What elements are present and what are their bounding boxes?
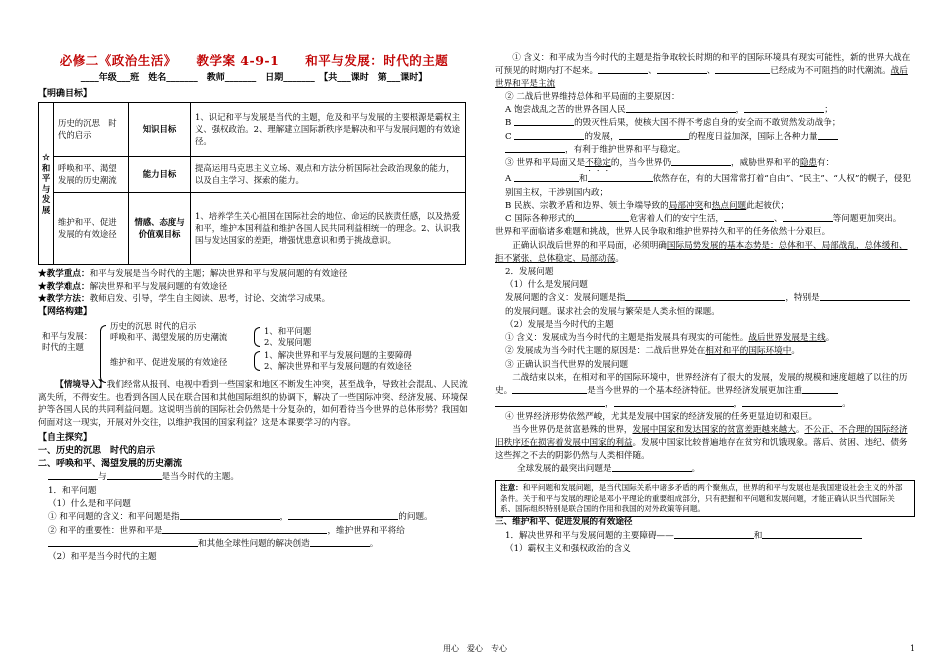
subsection-heading: （2）和平是当今时代的主题: [48, 552, 157, 563]
text-line: 世界和平面临诸多难题和挑战，世界人民争取和维护世界持久和平的任务依然十分艰巨。: [495, 227, 831, 238]
text-paragraph: 正确认识战后世界的和平局面，必须明确国际局势发展的基本态势是：总体和平、局部战乱，总体缓和、拒不紧张，总体稳定、局部动荡。: [495, 240, 908, 264]
key-point-line: ★教学重点：和平与发展是当今时代的主题；解决世界和平与发展问题的有效途径: [38, 269, 348, 280]
fill-line: 和其他全球性问题的解决创造 。: [38, 538, 470, 551]
explore-heading: 【自主探究】: [38, 433, 93, 444]
network-brace: [254, 327, 260, 347]
subsection-heading: （1）什么是和平问题: [48, 498, 131, 509]
network-subitem: 2、发展问题: [264, 336, 312, 347]
key-point-line: ★教学方法：教师启发、引导，学生自主阅读、思考，讨论、交流学习成果。: [38, 294, 331, 305]
fill-paragraph: 二战结束以来，在相对和平的国际环境中，世界经济有了很大的发展，发展的规模和速度超越了以往的历史。 是当今世界的一个基本经济特征。世界经济发展更加注重: [495, 373, 908, 396]
subsection-heading: （2）发展是当今时代的主题: [505, 319, 614, 330]
text-paragraph: 当今世界仍是贫富悬殊的世界，发展中国家和发达国家的贫富差距越来越大。不公正、不合理的国际经济旧秩序还在损害着发展中国家的利益。发展中国家比较普遍地存在贫穷和饥饿现象。落后、贫困、违纪、债务这些挥之不去的阴影仍然与人类相伴随。: [495, 425, 908, 462]
fill-line: A 饱尝战乱之苦的世界各国人民 ， ；: [505, 104, 833, 115]
network-item: 历史的沉思 时代的启示: [110, 320, 197, 331]
text-line: ③ 正确认识当代世界的发展问题: [505, 359, 629, 370]
text-line: ② 发展成为当今时代主题的原因是：二战后世界处在相对和平的国际环境中。: [505, 346, 800, 357]
text-line: ② 二战后世界维持总体和平局面的主要原因：: [505, 91, 680, 102]
subsection-heading: （1）什么是发展问题: [505, 279, 588, 290]
text-line: ① 含义：发展成为当今时代的主题是指发展具有现实的可能性。战后世界发展是主线。: [505, 333, 835, 344]
fill-line: ， ， 。: [495, 398, 915, 411]
objectives-topic: 呼唤和平、渴望发展的历史潮流: [54, 157, 129, 193]
right-column: [495, 52, 915, 556]
objectives-category: 知识目标: [129, 103, 191, 157]
objectives-topic: 维护和平、促进发展的有效途径: [54, 193, 129, 265]
network-item: 维护和平、促进发展的有效途径: [110, 356, 228, 367]
text-line: 的发展问题。谋求社会的发展与繁荣是人类永恒的课题。: [505, 306, 720, 317]
key-point-line: ★教学难点：解决世界和平与发展问题的有效途径: [38, 281, 228, 292]
fill-line: 发展问题的含义：发展问题是指 ，特别是: [495, 292, 915, 305]
network-root: 和平与发展： 时代的主题: [42, 330, 93, 352]
fill-line: C 国际各种形式的 危害着人们的安宁生活， 、 等问题更加突出。: [505, 214, 902, 225]
section-heading: 一、历史的沉思 时代的启示: [38, 446, 156, 457]
note-box: 注意：和平问题和发展问题，是当代国际关系中诸多矛盾的两个聚焦点，世界的和平与发展也是我国建设社会主义的外部条件。关于和平与发展的理论是邓小平理论的重要组成部分，只有把握和平问题和发展问题，才能正确认识当代国际关系、国际组织特别是联合国的作用和我国的对外政策等问题。: [495, 480, 915, 517]
network-subitem: 2、解决世界和平与发展问题的有效途径: [264, 360, 412, 371]
fill-line: B 的毁灭性后果，使核大国不得不考虑自身的安全而不敢贸然发动战争；: [505, 118, 841, 129]
fill-line: 与 是当今时代的主题。: [38, 471, 470, 484]
network-subitem: 1、和平问题: [264, 325, 312, 336]
fill-line: ① 和平问题的含义：和平问题是指 ， 的问题。: [48, 512, 433, 523]
objectives-side-label: ☆ 和 平 与 发 展: [39, 103, 54, 265]
left-column: [38, 52, 470, 565]
objectives-text: 1、识记和平与发展是当代的主题，危及和平与发展的主要根源是霸权主义、强权政治。2、理解建立国际新秩序是解决和平与发展问题的有效途径。: [191, 103, 466, 157]
subsection-heading: 2．发展问题: [505, 266, 554, 277]
page-title: 必修二《政治生活》 教学案 4-9-1 和平与发展：时代的主题: [59, 53, 449, 68]
network-item: 呼唤和平、渴望发展的历史潮流: [110, 331, 228, 342]
network-brace: [100, 325, 106, 383]
network-diagram: [38, 321, 470, 399]
section-heading: 三、维护和平、促进发展的有效途径: [495, 517, 633, 528]
fill-line: ② 和平的重要性：世界和平是 ，维护世界和平将给: [48, 525, 405, 536]
subsection-heading: （1）霸权主义和强权政治的含义: [505, 543, 631, 554]
objectives-text: 提高运用马克思主义立场、观点和方法分析国际社会政治现象的能力，以及自主学习、探索的能力。: [191, 157, 466, 193]
page-number: 1: [910, 644, 916, 653]
student-info-line: ____年级___班 姓名_______ 教师_______ 日期_______ 【共___课时 第___课时】: [80, 73, 428, 84]
section-heading: 二、呼唤和平、渴望发展的历史潮流: [38, 459, 183, 470]
objectives-topic: 历史的沉思 时代的启示: [54, 103, 129, 157]
subsection-heading: 1．和平问题: [48, 485, 97, 496]
objectives-table: [38, 102, 466, 265]
objectives-category: 情感、态度与价值观目标: [129, 193, 191, 265]
text-line: B 民族、宗教矛盾和边界、领土争端导致的局部冲突和热点问题此起彼伏；: [505, 200, 790, 211]
fill-line: 全球发展的最突出问题是 。: [517, 464, 701, 475]
fill-line: A 和 依然存在，有的大国常常打着“自由”、“民主”、“人权”的幌子，侵犯别国主权，干涉别国内政；: [505, 174, 911, 198]
fill-line: ，有利于维护世界和平与稳定。: [495, 144, 915, 157]
fill-line: ③ 世界和平局面又是不稳定的，当今世界仍 ，威胁世界和平的隐患有：: [505, 158, 835, 169]
network-subitem: 1、解决世界和平与发展问题的主要障碍: [264, 349, 412, 360]
fill-line: 1．解决世界和平与发展问题的主要障碍—— 和: [495, 530, 915, 543]
fill-paragraph: ① 含义：和平成为当今时代的主题是指争取较长时期的和平的国际环境具有现实可能性，新的世界大战在可预见的时期内打不起来。 、 、 已经成为不可阻挡的时代潮流。战后世界和平是主流: [495, 53, 911, 89]
objectives-heading: 【明确目标】: [38, 89, 93, 100]
network-brace: [254, 351, 260, 371]
text-line: ④ 世界经济形势依然严峻，尤其是发展中国家的经济发展的任务更显迫切和艰巨。: [505, 412, 818, 423]
objectives-category: 能力目标: [129, 157, 191, 193]
objectives-text: 1、培养学生关心祖国在国际社会的地位、命运的民族责任感，以及热爱和平，维护本国利益和维护各国人民共同利益相统一的理念。2、认识我国与发达国家的差距，增强忧患意识和勇于挑战意识。: [191, 193, 466, 265]
network-heading: 【网络构建】: [38, 306, 93, 317]
page-footer: 用心 爱心 专心: [443, 644, 507, 653]
fill-line: C 的发展， 的程度日益加深，国际上各种力量: [495, 131, 915, 144]
intro-paragraph: 【情境导入】我们经常从报刊、电视中看到一些国家和地区不断发生冲突，甚至战争，导致社会混乱、人民流离失所，不得安生。也看到各国人民在联合国和其他国际组织的协调下，解决了一些国际冲突、经济发展、环境保护等各国人民的共同利益问题。这说明当前的国际社会仍然是十分复杂的，如何看待当今世界的总体形势？我国如何面对这一现实，开展对外交往，以维护我国的国家利益？这是本课要学习的内容。: [38, 379, 468, 429]
